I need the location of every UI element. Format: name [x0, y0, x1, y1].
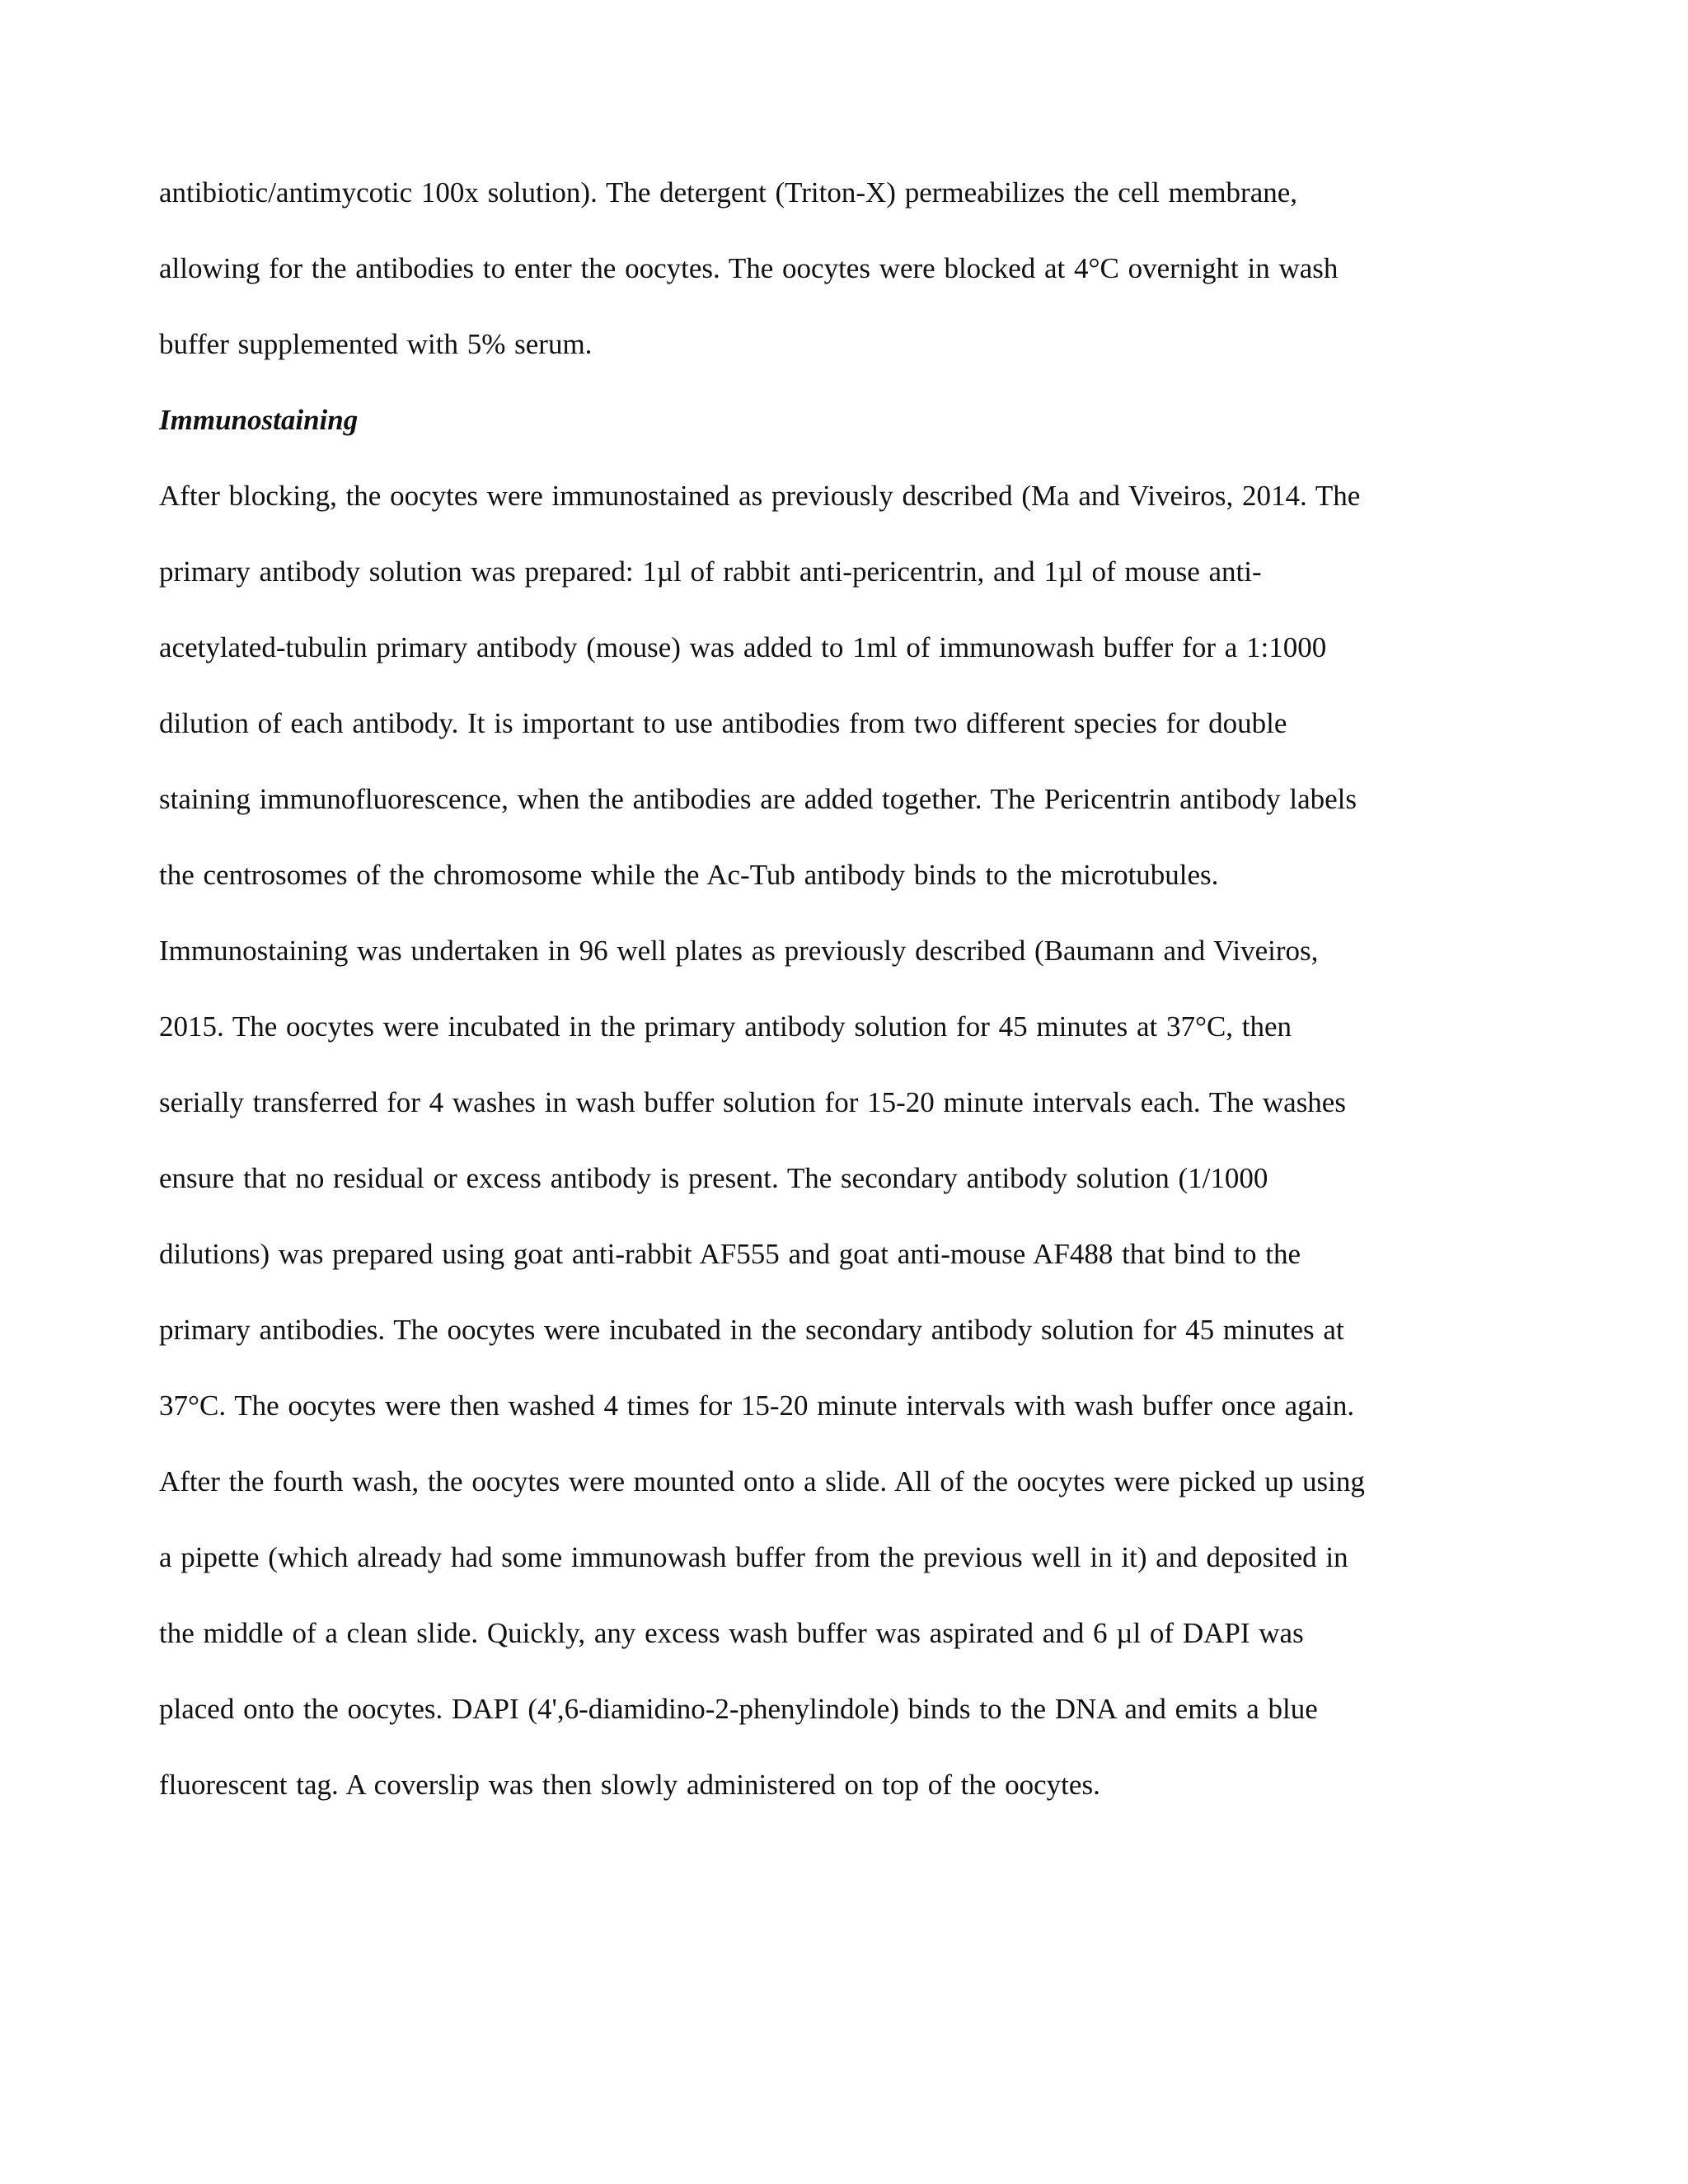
paragraph-line: fluorescent tag. A coverslip was then slowly administered on top of the oocytes. — [159, 1769, 1100, 1801]
section-heading: Immunostaining — [159, 404, 359, 436]
paragraph-line: antibiotic/antimycotic 100x solution). The detergent (Triton-X) permeabilizes the cell membrane, — [159, 176, 1298, 209]
paragraph-line: 2015. The oocytes were incubated in the primary antibody solution for 45 minutes at 37°C, then — [159, 1010, 1292, 1043]
paragraph-line: serially transferred for 4 washes in wash buffer solution for 15-20 minute intervals each. The washes — [159, 1086, 1346, 1118]
paragraph-line: Immunostaining was undertaken in 96 well plates as previously described (Baumann and Viveiros, — [159, 935, 1319, 967]
paragraph-line: the centrosomes of the chromosome while the Ac-Tub antibody binds to the microtubules. — [159, 859, 1219, 891]
paragraph-line: primary antibodies. The oocytes were incubated in the secondary antibody solution for 45 minutes at — [159, 1314, 1344, 1346]
paragraph-line: placed onto the oocytes. DAPI (4',6-diamidino-2-phenylindole) binds to the DNA and emits a blue — [159, 1693, 1318, 1725]
paragraph-line: a pipette (which already had some immunowash buffer from the previous well in it) and deposited in — [159, 1541, 1348, 1573]
paragraph-line: allowing for the antibodies to enter the oocytes. The oocytes were blocked at 4°C overnight in wash — [159, 252, 1339, 284]
paragraph-line: dilutions) was prepared using goat anti-rabbit AF555 and goat anti-mouse AF488 that bind to the — [159, 1238, 1301, 1270]
paragraph-line: acetylated-tubulin primary antibody (mouse) was added to 1ml of immunowash buffer for a 1:1000 — [159, 631, 1327, 663]
paragraph-line: After the fourth wash, the oocytes were mounted onto a slide. All of the oocytes were picked up using — [159, 1465, 1365, 1497]
paragraph-line: staining immunofluorescence, when the antibodies are added together. The Pericentrin antibody labels — [159, 783, 1357, 815]
paragraph-line: ensure that no residual or excess antibody is present. The secondary antibody solution (1/1000 — [159, 1162, 1268, 1194]
paragraph-line: the middle of a clean slide. Quickly, any excess wash buffer was aspirated and 6 µl of DAPI was — [159, 1617, 1304, 1649]
paragraph-line: After blocking, the oocytes were immunostained as previously described (Ma and Viveiros, 2014. The — [159, 480, 1361, 512]
paragraph-line: buffer supplemented with 5% serum. — [159, 328, 593, 360]
paragraph-line: 37°C. The oocytes were then washed 4 times for 15-20 minute intervals with wash buffer once again. — [159, 1390, 1355, 1422]
document-body — [159, 155, 1544, 1823]
paragraph-line: primary antibody solution was prepared: 1µl of rabbit anti-pericentrin, and 1µl of mouse anti- — [159, 555, 1262, 588]
paragraph-line: dilution of each antibody. It is important to use antibodies from two different species for double — [159, 707, 1287, 739]
